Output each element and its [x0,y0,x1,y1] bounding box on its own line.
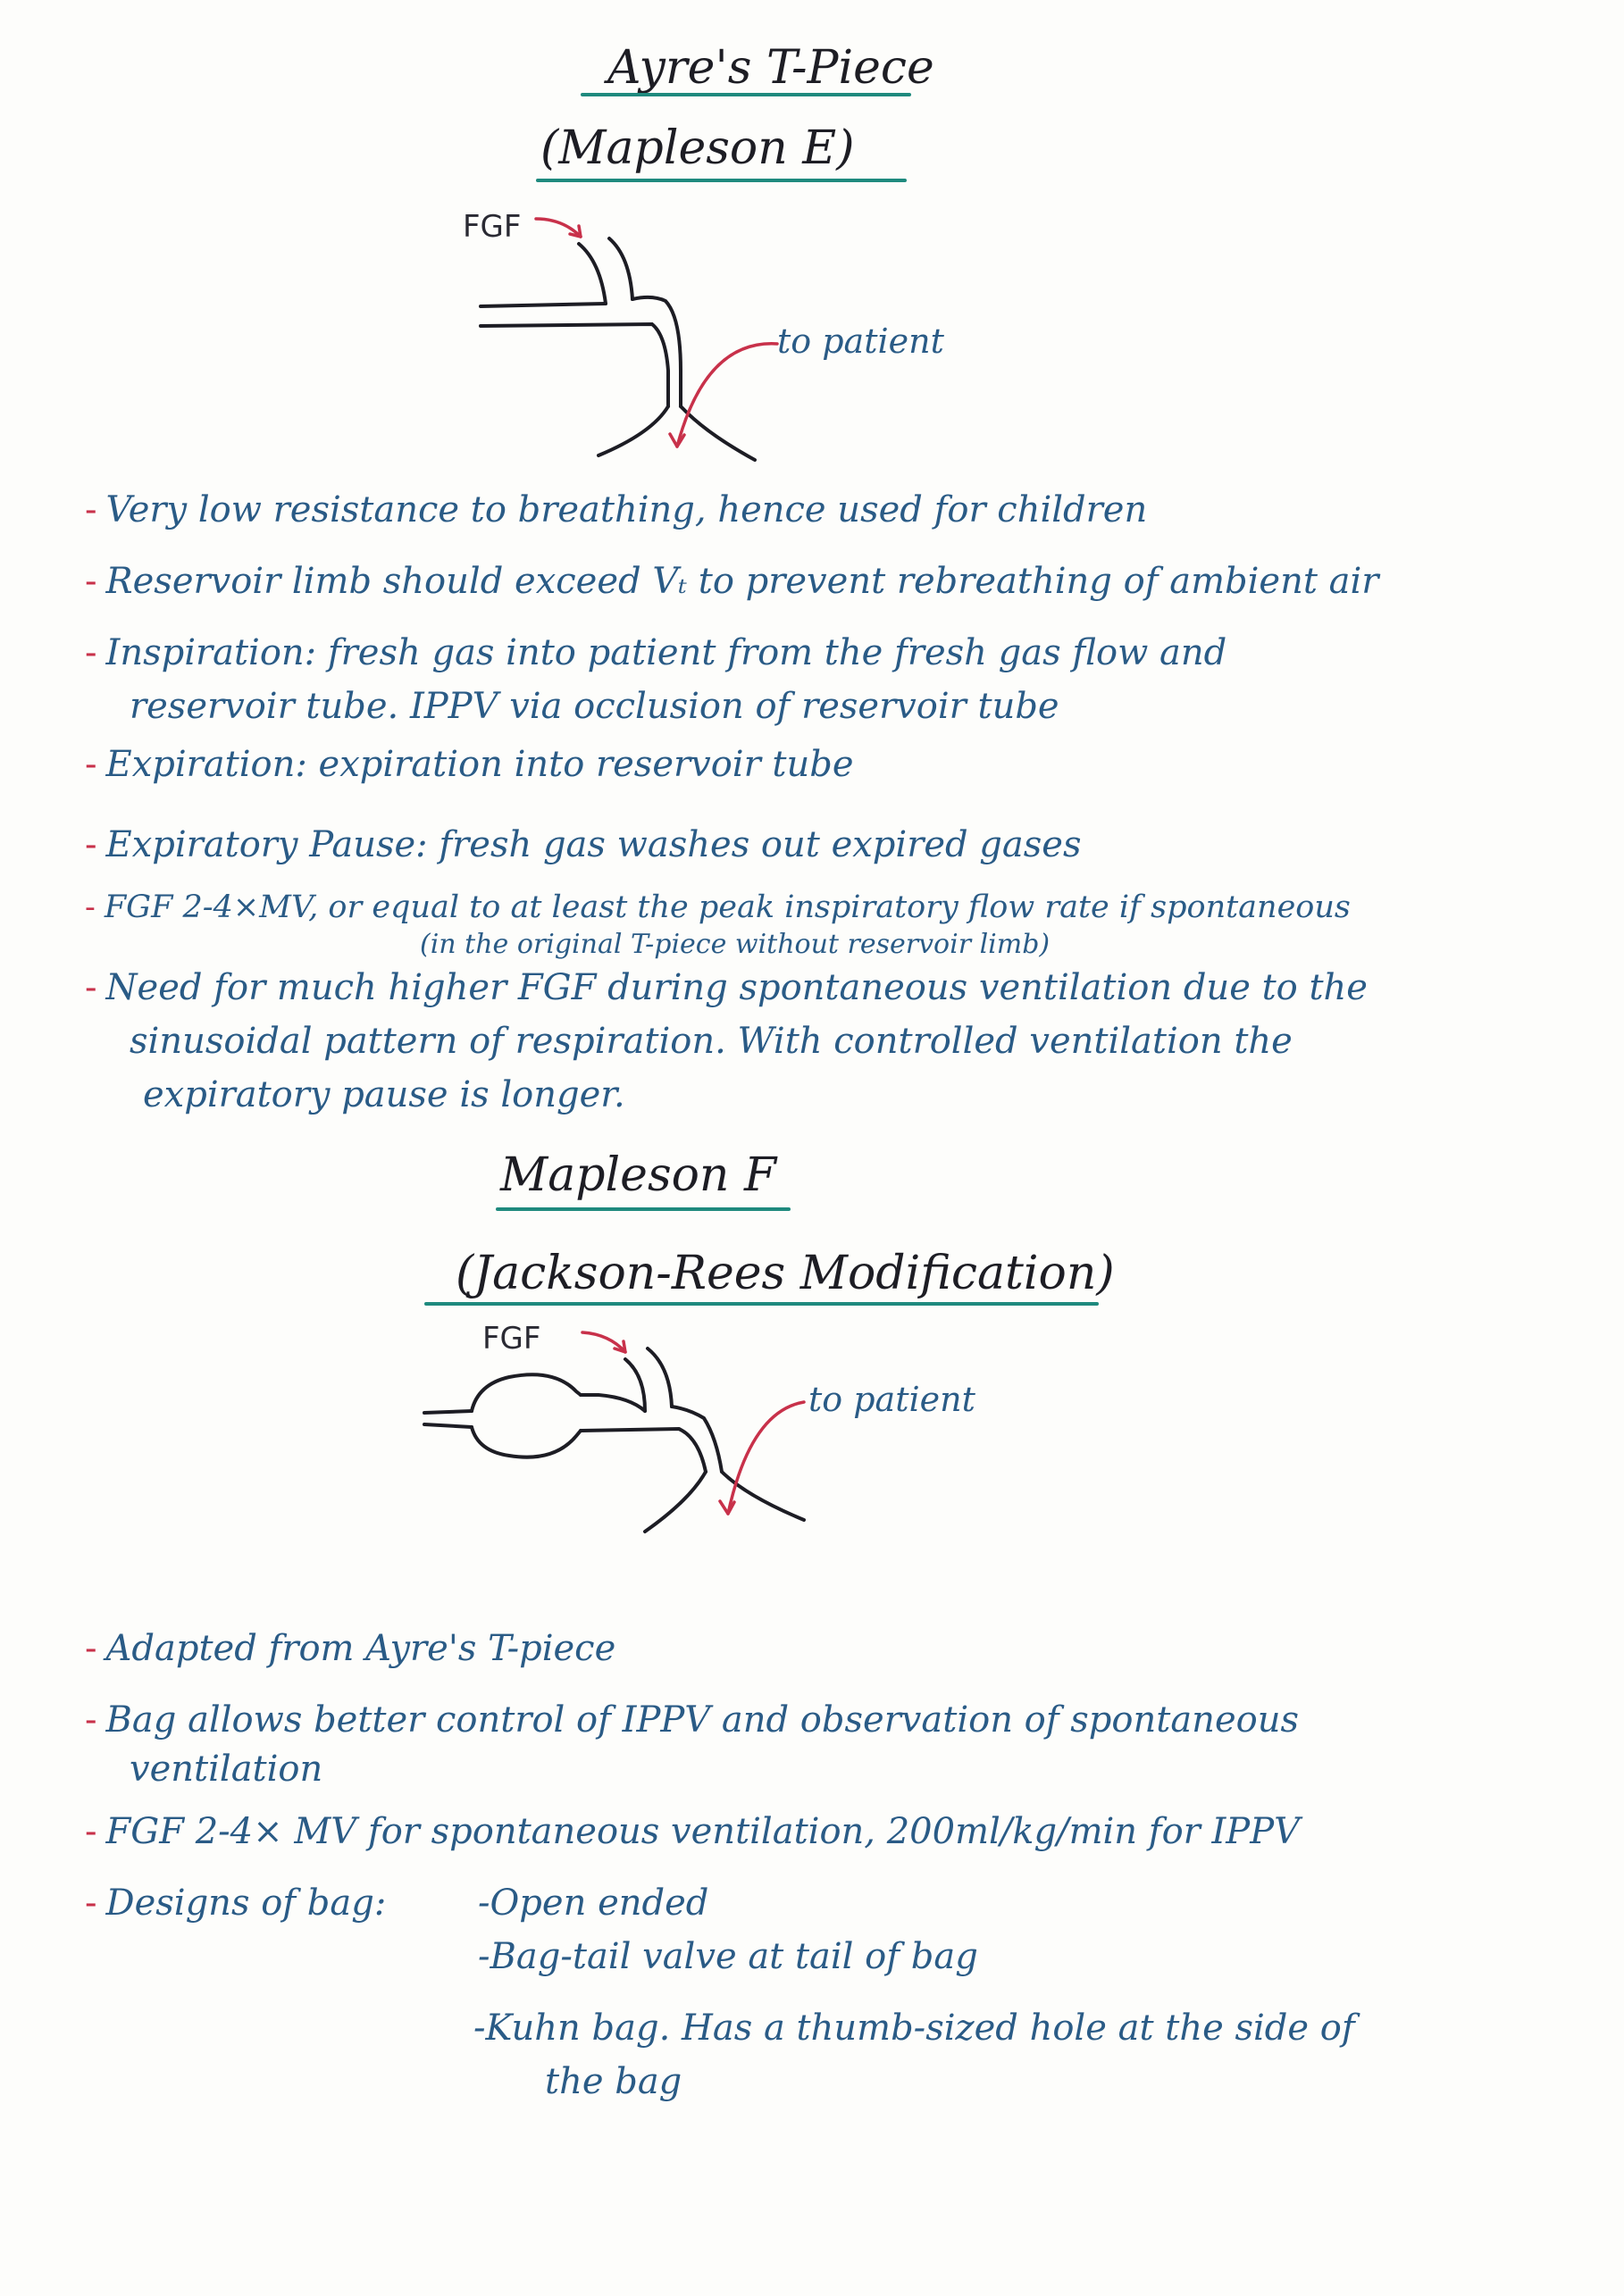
section2-bullet-3: - FGF 2-4× MV for spontaneous ventilation, 200ml/kg/min for IPPV [85,1811,1301,1852]
fgf-label: FGF [482,1321,541,1357]
section1-note: (in the original T-piece without reservoir limb) [420,929,1051,960]
section2-title: Mapleson F [500,1148,777,1202]
section1-bullet-7-cont-1: sinusoidal pattern of respiration. With controlled ventilation the [130,1021,1293,1062]
to-patient-label: to patient [777,321,944,361]
section2-bullet-2: - Bag allows better control of IPPV and observation of spontaneous [85,1699,1299,1741]
section2-bullet-4: - Designs of bag: [85,1883,387,1924]
section2-bullet-2-cont: ventilation [130,1749,323,1790]
section1-title-underline [581,93,911,96]
bag-design-2: -Bag-tail valve at tail of bag [478,1936,978,1977]
mapleson-f-diagram [411,1313,1036,1581]
t-piece-tubing [481,238,755,460]
section1-bullet-5: - Expiratory Pause: fresh gas washes out expired gases [85,824,1082,865]
section1-bullet-4: - Expiration: expiration into reservoir tube [85,744,854,785]
to-patient-label: to patient [808,1380,975,1419]
bag-design-3: -Kuhn bag. Has a thumb-sized hole at the side of [473,2008,1355,2049]
section1-title: Ayre's T-Piece [607,41,934,95]
section1-bullet-7: - Need for much higher FGF during spontaneous ventilation due to the [85,967,1368,1008]
section1-bullet-7-cont-2: expiratory pause is longer. [143,1074,625,1115]
section1-bullet-3: - Inspiration: fresh gas into patient from the fresh gas flow and [85,632,1227,673]
to-patient-arrow-icon [720,1402,804,1514]
section1-bullet-1: - Very low resistance to breathing, hence used for children [85,489,1148,530]
to-patient-arrow-icon [670,344,777,447]
bag-design-3-cont: the bag [545,2061,682,2102]
fgf-arrow-icon [536,219,581,237]
section1-subtitle: (Mapleson E) [540,121,855,175]
fgf-label: FGF [463,209,522,245]
mapleson-f-tubing [424,1348,804,1532]
t-piece-diagram [447,192,1018,478]
fgf-arrow-icon [582,1332,625,1352]
bag-design-1: -Open ended [478,1883,709,1924]
section2-bullet-1: - Adapted from Ayre's T-piece [85,1628,616,1669]
section2-subtitle: (Jackson-Rees Modification) [456,1247,1115,1300]
section2-subtitle-underline [424,1302,1099,1306]
section1-bullet-6: - FGF 2-4×MV, or equal to at least the peak inspiratory flow rate if spontaneous [85,889,1351,925]
section1-bullet-3-cont: reservoir tube. IPPV via occlusion of reservoir tube [130,686,1059,727]
section2-title-underline [496,1207,791,1211]
section1-bullet-2: - Reservoir limb should exceed Vₜ to prevent rebreathing of ambient air [85,561,1379,602]
section1-subtitle-underline [536,179,907,182]
